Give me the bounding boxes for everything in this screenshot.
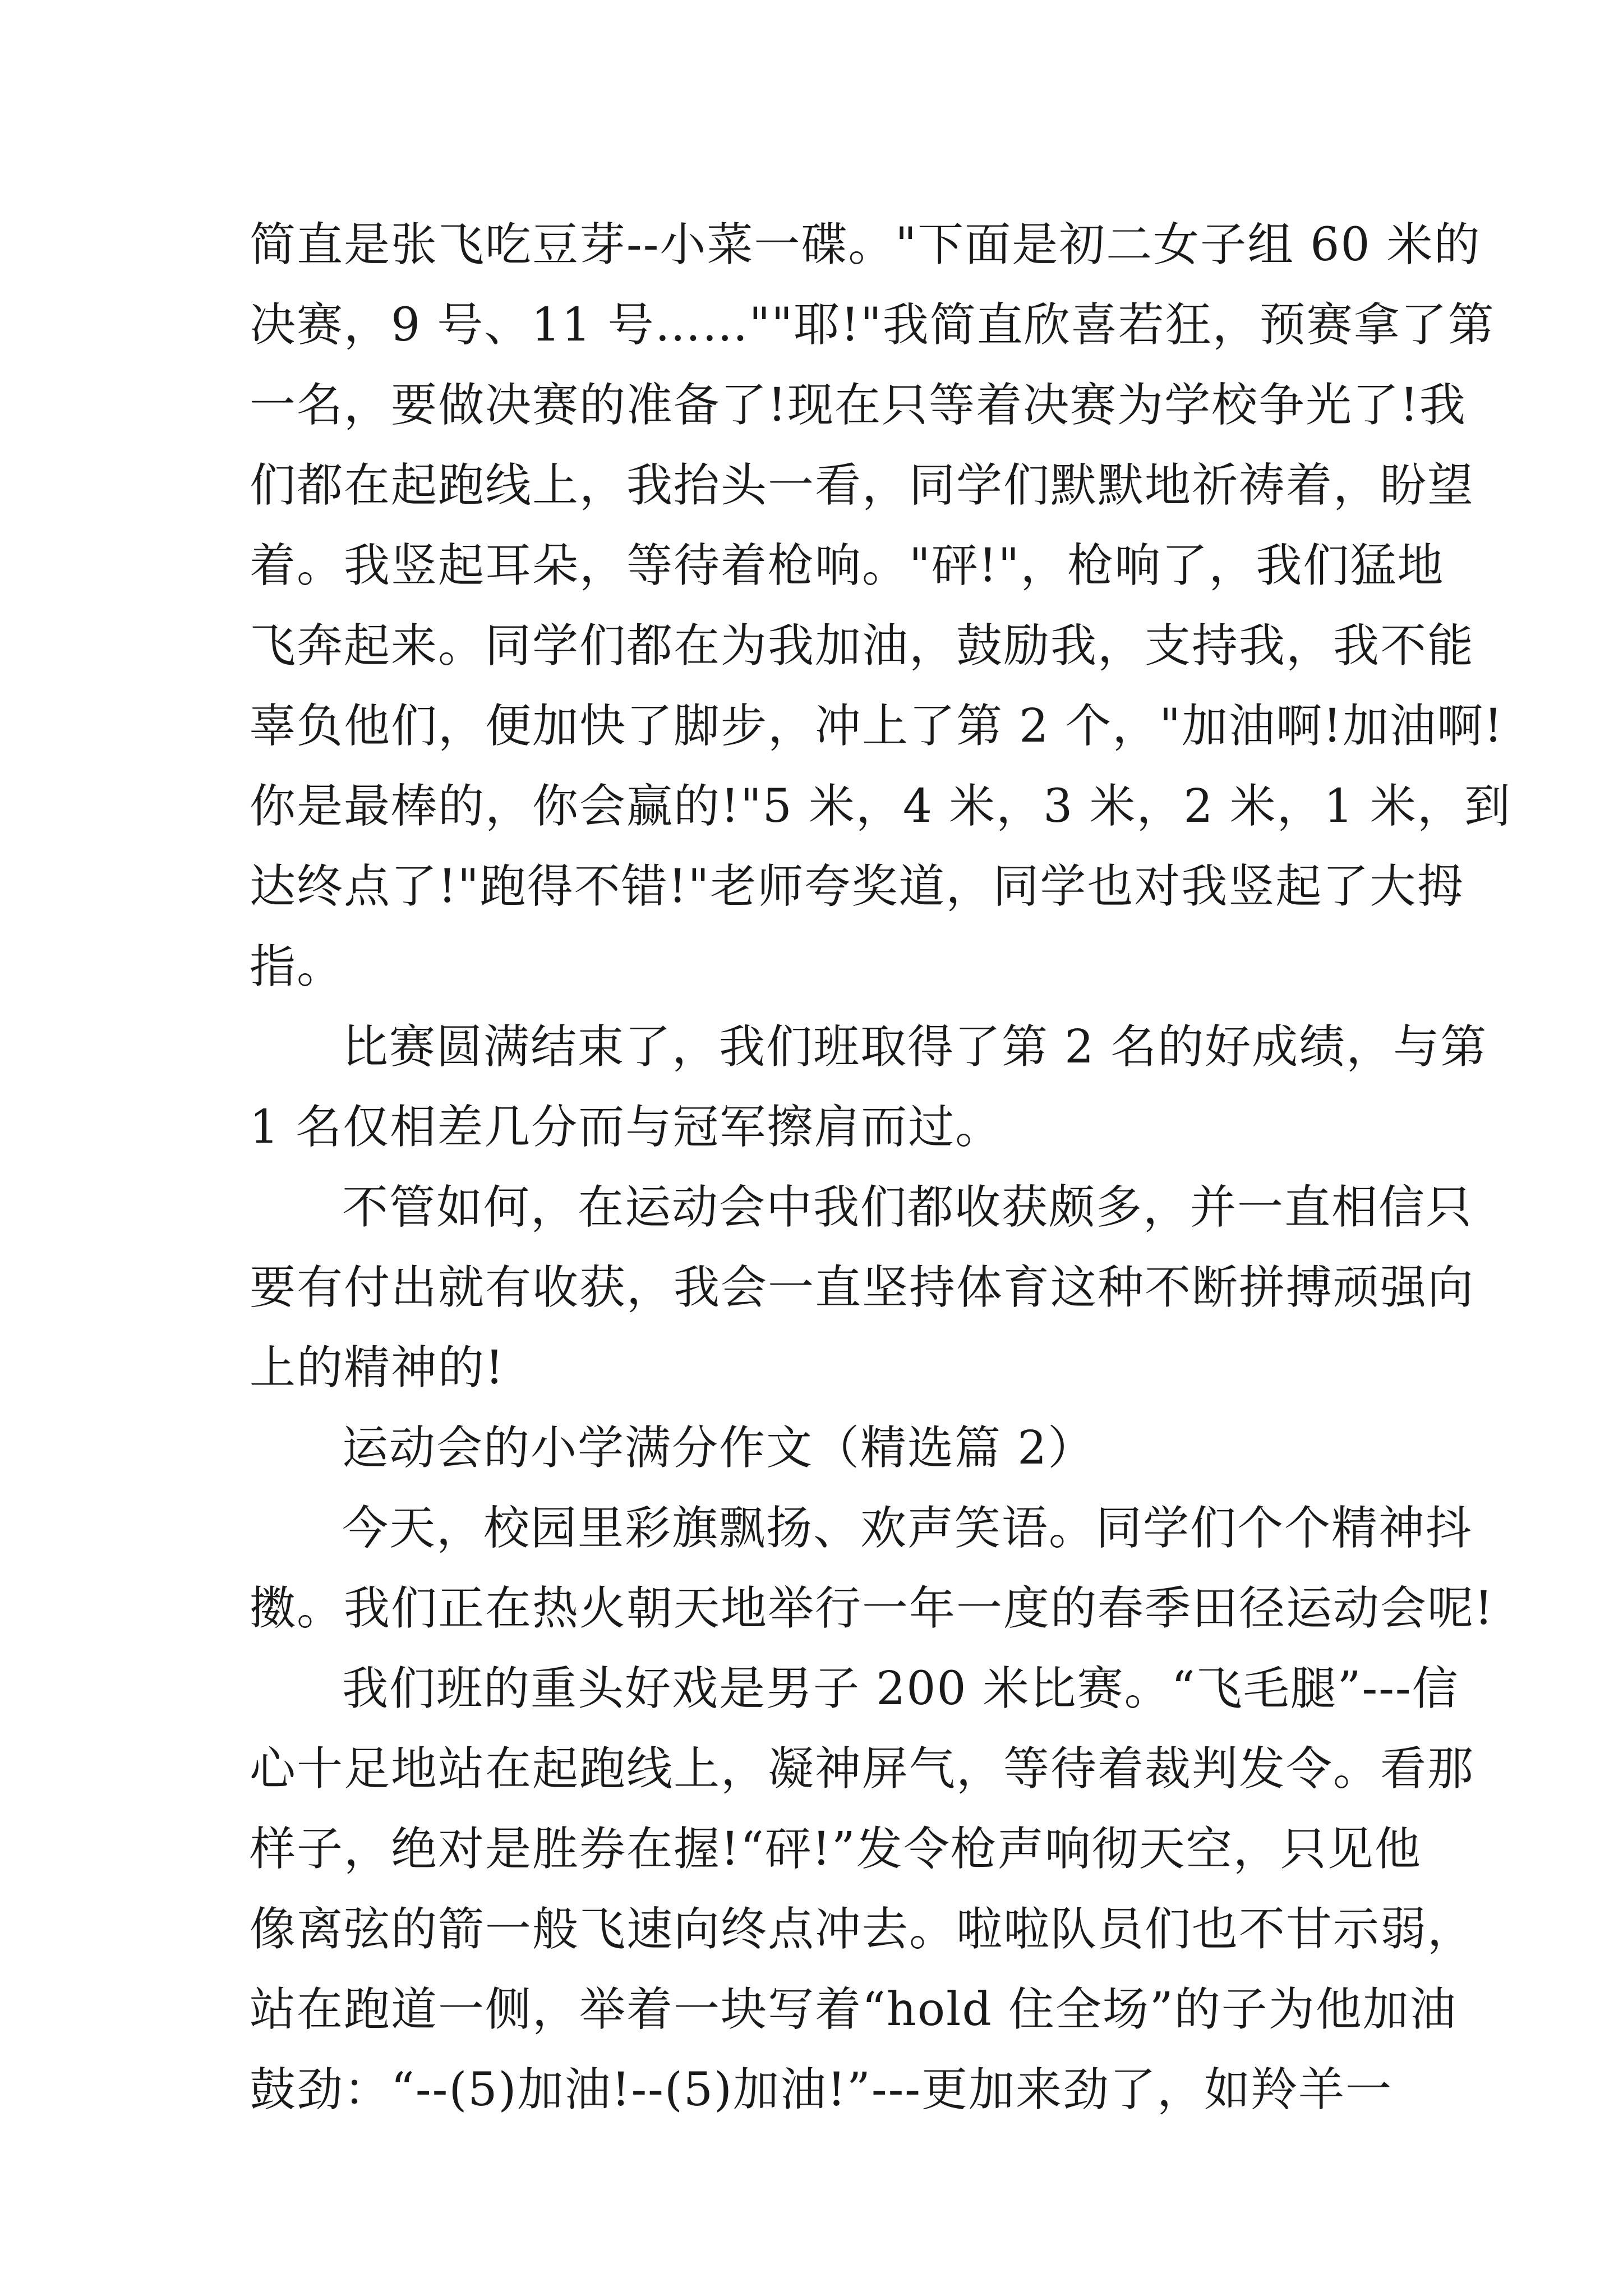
text-line: 上的精神的! (250, 1341, 505, 1395)
text-line: 鼓劲：“--(5)加油!--(5)加油!”---更加来劲了，如羚羊一 (250, 2063, 1393, 2116)
text-line: 要有付出就有收获，我会一直坚持体育这种不断拼搏顽强向 (250, 1261, 1475, 1314)
text-line: 站在跑道一侧，举着一块写着“hold 住全场”的子为他加油 (250, 1983, 1457, 2036)
text-line: 简直是张飞吃豆芽--小菜一碟。"下面是初二女子组 60 米的 (250, 218, 1481, 272)
paragraph-start-line: 不管如何，在运动会中我们都收获颇多，并一直相信只 (342, 1181, 1473, 1234)
text-line: 1 名仅相差几分而与冠军擦肩而过。 (250, 1101, 1003, 1154)
text-line: 决赛，9 号、11 号……""耶!"我简直欣喜若狂，预赛拿了第 (250, 298, 1495, 352)
text-line: 达终点了!"跑得不错!"老师夸奖道，同学也对我竖起了大拇 (250, 860, 1464, 913)
paragraph-start-line: 我们班的重头好戏是男子 200 米比赛。“飞毛腿”---信 (342, 1662, 1459, 1715)
text-line: 一名，要做决赛的准备了!现在只等着决赛为学校争光了!我 (250, 379, 1467, 432)
text-line: 着。我竖起耳朵，等待着枪响。"砰!"，枪响了，我们猛地 (250, 539, 1445, 592)
text-line: 辜负他们，便加快了脚步，冲上了第 2 个，"加油啊!加油啊! (250, 700, 1504, 753)
text-line: 你是最棒的，你会赢的!"5 米，4 米，3 米，2 米，1 米，到 (250, 780, 1511, 833)
text-line: 样子，绝对是胜券在握!“砰!”发令枪声响彻天空，只见他 (250, 1823, 1422, 1876)
text-line: 心十足地站在起跑线上，凝神屏气，等待着裁判发令。看那 (250, 1742, 1475, 1796)
text-line: 飞奔起来。同学们都在为我加油，鼓励我，支持我，我不能 (250, 619, 1475, 673)
paragraph-start-line: 比赛圆满结束了，我们班取得了第 2 名的好成绩，与第 (342, 1020, 1488, 1074)
text-line: 指。 (250, 940, 344, 993)
paragraph-start-line: 今天，校园里彩旗飘扬、欢声笑语。同学们个个精神抖 (342, 1502, 1473, 1555)
essay-body (250, 205, 1511, 2130)
section-heading: 运动会的小学满分作文（精选篇 2） (342, 1421, 1095, 1475)
text-line: 擞。我们正在热火朝天地举行一年一度的春季田径运动会呢! (250, 1582, 1494, 1635)
text-line: 像离弦的箭一般飞速向终点冲去。啦啦队员们也不甘示弱， (250, 1903, 1475, 1956)
text-line: 们都在起跑线上，我抬头一看，同学们默默地祈祷着，盼望 (250, 459, 1475, 512)
